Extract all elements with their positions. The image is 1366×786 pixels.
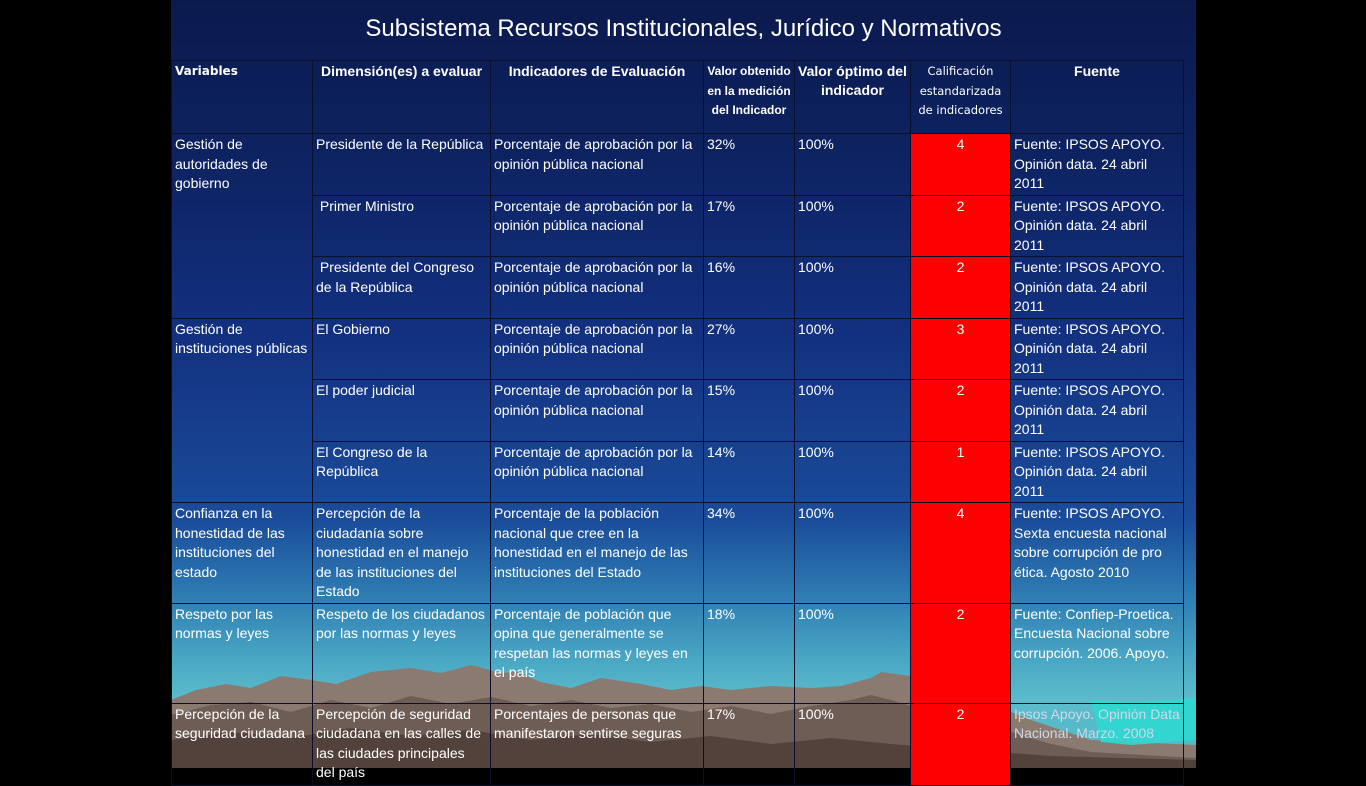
slide-title: Subsistema Recursos Institucionales, Jurídico y Normativos xyxy=(365,15,1002,42)
dimension-cell: Primer Ministro xyxy=(313,195,491,257)
variable-cell: Gestión de autoridades de gobierno xyxy=(172,134,313,319)
optimo-cell: 100% xyxy=(795,318,911,380)
variable-cell: Respeto por las normas y leyes xyxy=(172,603,313,703)
fuente-cell: Fuente: Confiep-Proetica. Encuesta Nacional sobre corrupción. 2006. Apoyo. xyxy=(1011,603,1184,703)
calificacion-cell: 2 xyxy=(911,257,1011,319)
header-valor: Valor obtenido en la medición del Indicador xyxy=(704,61,795,134)
variable-cell: Confianza en la honestidad de las instituciones del estado xyxy=(172,503,313,604)
table-row xyxy=(172,318,1184,380)
calificacion-cell: 4 xyxy=(911,503,1011,604)
optimo-cell: 100% xyxy=(795,195,911,257)
fuente-cell: Fuente: IPSOS APOYO. Opinión data. 24 abril 2011 xyxy=(1011,441,1184,503)
evaluation-table xyxy=(171,60,1184,786)
indicador-cell: Porcentaje de aprobación por la opinión pública nacional xyxy=(491,380,704,442)
dimension-cell: Respeto de los ciudadanos por las normas y leyes xyxy=(313,603,491,703)
indicador-cell: Porcentaje de población que opina que generalmente se respetan las normas y leyes en el país xyxy=(491,603,704,703)
indicador-cell: Porcentaje de aprobación por la opinión pública nacional xyxy=(491,195,704,257)
valor-cell: 17% xyxy=(704,195,795,257)
indicador-cell: Porcentajes de personas que manifestaron sentirse seguras xyxy=(491,703,704,785)
header-calificacion: Calificación estandarizada de indicadores xyxy=(911,61,1011,134)
indicador-cell: Porcentaje de la población nacional que cree en la honestidad en el manejo de las instituciones del Estado xyxy=(491,503,704,604)
indicador-cell: Porcentaje de aprobación por la opinión pública nacional xyxy=(491,318,704,380)
dimension-cell: El Congreso de la República xyxy=(313,441,491,503)
valor-cell: 17% xyxy=(704,703,795,785)
table-row xyxy=(172,134,1184,196)
table-row xyxy=(172,703,1184,785)
calificacion-cell: 2 xyxy=(911,703,1011,785)
header-dimension: Dimensión(es) a evaluar xyxy=(313,61,491,134)
header-variables: Variables xyxy=(172,61,313,134)
table-row xyxy=(172,603,1184,703)
table-row xyxy=(172,441,1184,503)
table-row xyxy=(172,380,1184,442)
fuente-cell: Fuente: IPSOS APOYO. Opinión data. 24 abril 2011 xyxy=(1011,318,1184,380)
header-fuente: Fuente xyxy=(1011,61,1184,134)
table-row xyxy=(172,195,1184,257)
table-row xyxy=(172,503,1184,604)
valor-cell: 16% xyxy=(704,257,795,319)
optimo-cell: 100% xyxy=(795,134,911,196)
dimension-cell: Percepción de seguridad ciudadana en las calles de las ciudades principales del país xyxy=(313,703,491,785)
calificacion-cell: 2 xyxy=(911,603,1011,703)
optimo-cell: 100% xyxy=(795,703,911,785)
fuente-cell: Fuente: IPSOS APOYO. Opinión data. 24 abril 2011 xyxy=(1011,380,1184,442)
variable-cell: Percepción de la seguridad ciudadana xyxy=(172,703,313,785)
indicador-cell: Porcentaje de aprobación por la opinión pública nacional xyxy=(491,257,704,319)
valor-cell: 27% xyxy=(704,318,795,380)
indicador-cell: Porcentaje de aprobación por la opinión pública nacional xyxy=(491,134,704,196)
table-row xyxy=(172,257,1184,319)
fuente-cell: Fuente: IPSOS APOYO. Opinión data. 24 abril 2011 xyxy=(1011,257,1184,319)
dimension-cell: Presidente del Congreso de la República xyxy=(313,257,491,319)
optimo-cell: 100% xyxy=(795,441,911,503)
calificacion-cell: 3 xyxy=(911,318,1011,380)
optimo-cell: 100% xyxy=(795,503,911,604)
indicador-cell: Porcentaje de aprobación por la opinión pública nacional xyxy=(491,441,704,503)
header-optimo: Valor óptimo del indicador xyxy=(795,61,911,134)
valor-cell: 32% xyxy=(704,134,795,196)
valor-cell: 15% xyxy=(704,380,795,442)
valor-cell: 18% xyxy=(704,603,795,703)
optimo-cell: 100% xyxy=(795,603,911,703)
dimension-cell: Percepción de la ciudadanía sobre honestidad en el manejo de las instituciones del Estado xyxy=(313,503,491,604)
dimension-cell: Presidente de la República xyxy=(313,134,491,196)
calificacion-cell: 2 xyxy=(911,195,1011,257)
variable-cell: Gestión de instituciones públicas xyxy=(172,318,313,503)
fuente-cell: Fuente: IPSOS APOYO. Opinión data. 24 abril 2011 xyxy=(1011,195,1184,257)
optimo-cell: 100% xyxy=(795,257,911,319)
fuente-cell: Fuente: IPSOS APOYO. Opinión data. 24 abril 2011 xyxy=(1011,134,1184,196)
calificacion-cell: 4 xyxy=(911,134,1011,196)
header-indicadores: Indicadores de Evaluación xyxy=(491,61,704,134)
calificacion-cell: 1 xyxy=(911,441,1011,503)
calificacion-cell: 2 xyxy=(911,380,1011,442)
header-row xyxy=(172,61,1184,134)
valor-cell: 34% xyxy=(704,503,795,604)
dimension-cell: El Gobierno xyxy=(313,318,491,380)
optimo-cell: 100% xyxy=(795,380,911,442)
fuente-cell: Fuente: IPSOS APOYO. Sexta encuesta nacional sobre corrupción de pro ética. Agosto 2010 xyxy=(1011,503,1184,604)
fuente-cell: Ipsos Apoyo. Opinión Data Nacional. Marzo. 2008 xyxy=(1011,703,1184,785)
slide xyxy=(171,0,1196,780)
dimension-cell: El poder judicial xyxy=(313,380,491,442)
valor-cell: 14% xyxy=(704,441,795,503)
